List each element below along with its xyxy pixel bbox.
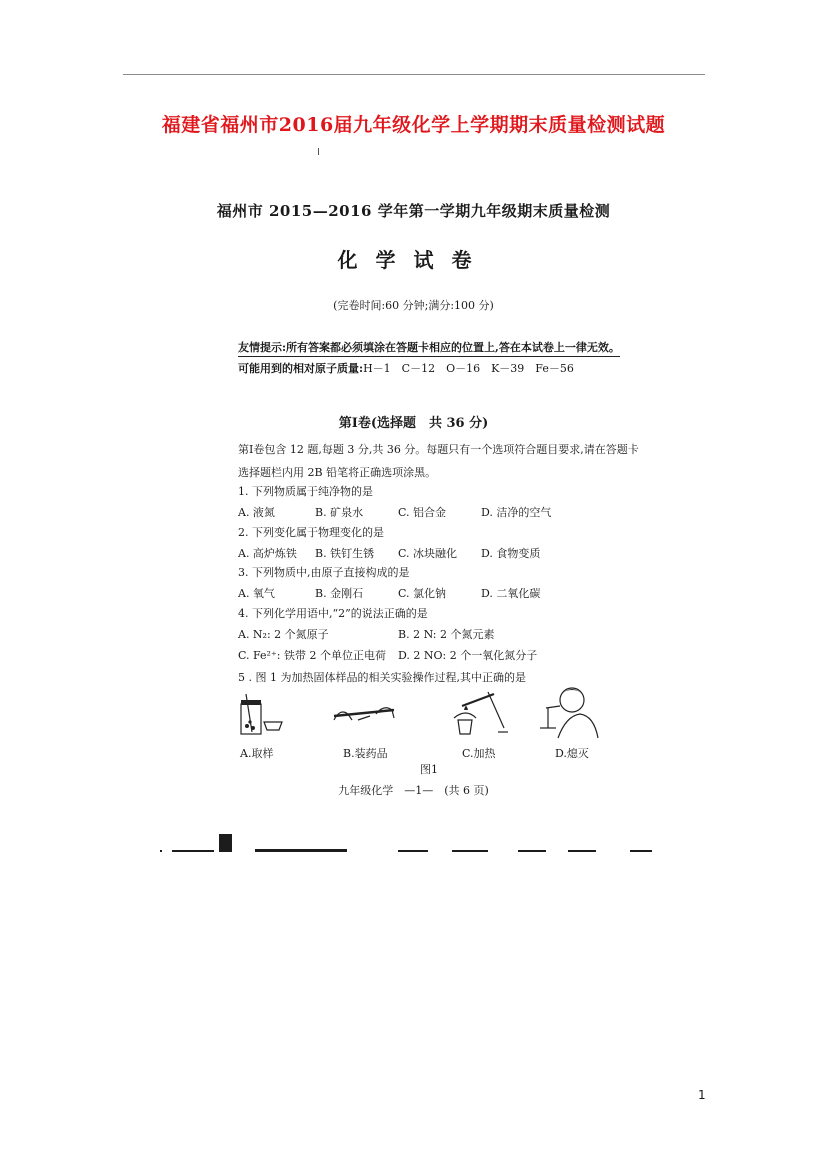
question-option: C. 铝合金 [398, 506, 447, 519]
exam-meta: (完卷时间:60 分钟;满分:100 分) [333, 299, 494, 312]
scan-artifact [568, 850, 596, 852]
scan-artifact [452, 850, 488, 852]
question-option: D. 2 NO: 2 个一氧化氮分子 [398, 649, 538, 662]
document-title: 福建省福州市2016届九年级化学上学期期末质量检测试题 [161, 114, 666, 136]
figure-label: A.取样 [240, 747, 274, 760]
figure-label: B.装药品 [343, 747, 388, 760]
page-number: 1 [698, 1088, 706, 1102]
question-option: A. 高炉炼铁 [238, 547, 297, 560]
scan-artifact [255, 849, 347, 852]
question-option: B. 2 N: 2 个氮元素 [398, 628, 495, 641]
exam-header: 福州市 2015—2016 学年第一学期九年级期末质量检测 [216, 202, 611, 220]
figure-label: D.熄灭 [555, 747, 589, 760]
atomic-masses [238, 360, 574, 376]
scan-artifact [630, 850, 652, 852]
question-option: D. 洁净的空气 [481, 506, 552, 519]
scan-mark [318, 148, 319, 155]
question-option: A. 液氮 [238, 506, 275, 519]
question-option: D. 二氧化碳 [481, 587, 541, 600]
question-option: B. 矿泉水 [315, 506, 364, 519]
scan-artifact [219, 834, 232, 852]
question-stem: 5 . 图 1 为加热固体样品的相关实验操作过程,其中正确的是 [238, 671, 526, 684]
scan-artifact [172, 850, 214, 852]
top-rule [123, 74, 705, 75]
section-title: 第Ⅰ卷(选择题 共 36 分) [338, 416, 489, 431]
figure-label: C.加热 [462, 747, 496, 760]
question-option: C. 冰块融化 [398, 547, 458, 560]
exam-tip: 友情提示:所有答案都必须填涂在答题卡相应的位置上,答在本试卷上一律无效。 [238, 339, 620, 357]
question-stem: 3. 下列物质中,由原子直接构成的是 [238, 566, 410, 579]
atomic-masses-label: 可能用到的相对原子质量: [238, 362, 364, 375]
question-option: B. 金刚石 [315, 587, 364, 600]
extinguishing-illustration [536, 682, 600, 742]
question-option: D. 食物变质 [481, 547, 541, 560]
question-stem: 4. 下列化学用语中,“2”的说法正确的是 [238, 607, 428, 620]
question-option: A. N₂: 2 个氮原子 [238, 628, 329, 641]
sampling-illustration [236, 692, 284, 740]
question-option: C. Fe²⁺: 铁带 2 个单位正电荷 [238, 649, 386, 662]
question-option: A. 氧气 [238, 587, 275, 600]
paper-title: 化学试卷 [337, 248, 490, 272]
exam-footer: 九年级化学 —1— (共 6 页) [338, 784, 489, 797]
section-instruction: 第Ⅰ卷包含 12 题,每题 3 分,共 36 分。每题只有一个选项符合题目要求,请在答题卡选择题栏内用 2B 铅笔将正确选项涂黑。 [238, 443, 639, 479]
question-option: B. 铁钉生锈 [315, 547, 375, 560]
figure-caption: 图1 [420, 763, 438, 776]
scan-artifact [160, 850, 162, 852]
loading-sample-illustration [330, 700, 398, 730]
question-stem: 1. 下列物质属于纯净物的是 [238, 485, 373, 498]
scan-artifact [518, 850, 546, 852]
scan-artifact [398, 850, 428, 852]
heating-illustration [448, 688, 508, 740]
question-option: C. 氯化钠 [398, 587, 447, 600]
question-stem: 2. 下列变化属于物理变化的是 [238, 526, 384, 539]
atomic-masses-values: H－1 C－12 O－16 K－39 Fe－56 [363, 362, 574, 375]
